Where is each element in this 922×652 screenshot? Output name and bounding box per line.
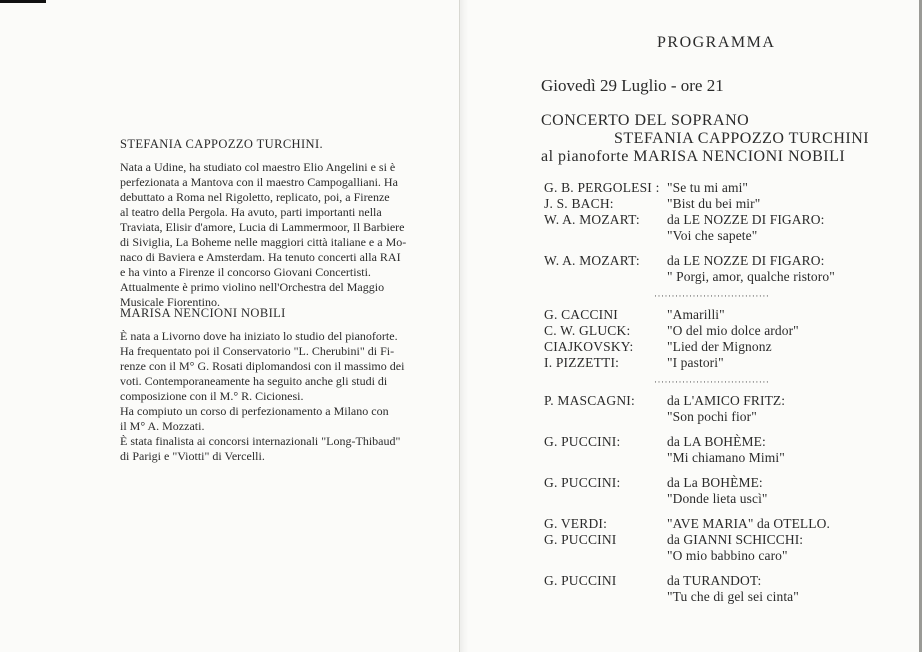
program-item [544,355,904,371]
composer: G. PUCCINI [544,532,617,547]
biography-heading: MARISA NENCIONI NOBILI [120,306,286,320]
program-item [544,393,904,425]
composer: G. PUCCINI [544,573,617,588]
program-item [544,180,904,196]
separator-dots: ································· [654,291,770,301]
work: "Se tu mi ami" [667,180,749,195]
composer: J. S. BACH: [544,196,614,211]
composer: G. B. PERGOLESI : [544,180,660,195]
work: "Amarilli" [667,307,725,322]
concert-title-line: CONCERTO DEL SOPRANO [541,112,750,129]
work: "I pastori" [667,355,724,370]
work: da LA BOHÈME: "Mi chiamano Mimi" [667,434,785,465]
program-item [544,516,904,532]
program-item [544,253,904,285]
corner-mark [0,0,46,3]
concert-title-line: STEFANIA CAPPOZZO TURCHINI [614,130,870,147]
composer: C. W. GLUCK: [544,323,631,338]
biography-pianist [120,306,440,464]
program-item [544,196,904,212]
composer: P. MASCAGNI: [544,393,635,408]
composer: G. PUCCINI: [544,434,621,449]
biography-text: Nata a Udine, ha studiato col maestro Elio Angelini e si è perfezionata a Mantova con il maestro Campogalliani. Ha debuttato a Roma nel Rigoletto, replicato, poi, a Firenze al teatro della Pergola. Ha avuto, parti importanti nella Traviata, Elisir d'amore, Lucia di Lammermoor, Il Barbiere di Siviglia, La Boheme nelle maggiori città italiane e a Mo- naco di Baviera e Amsterdam. Ha tenuto concerti alla RAI e ha vinto a Firenze il concorso Giovani Concertisti. Attualmente è primo violino nell'Orchestra del Maggio Musicale Fiorentino. [120,160,407,309]
program-list [544,180,904,605]
work: "O del mio dolce ardor" [667,323,799,338]
program-item [544,212,904,244]
concert-title-line: al pianoforte MARISA NENCIONI NOBILI [541,148,846,165]
biography-text: È nata a Livorno dove ha iniziato lo studio del pianoforte. Ha frequentato poi il Conservatorio "L. Cherubini" di Fi- renze con il M° G. Rosati diplomandosi con il massimo dei voti. Contemporaneamente ha seguito anche gli studi di composizione con il M.° R. Cicionesi. Ha compiuto un corso di perfezionamento a Milano con il M° A. Mozzati. È stata finalista ai concorsi internazionali "Long-Thibaud" di Parigi e "Viotti" di Vercelli. [120,329,405,463]
fold-shadow [460,0,468,652]
biography-soprano [120,137,440,310]
composer: G. VERDI: [544,516,608,531]
work: da TURANDOT: "Tu che di gel sei cinta" [667,573,799,604]
work: da LE NOZZE DI FIGARO: " Porgi, amor, qualche ristoro" [667,253,835,284]
composer: I. PIZZETTI: [544,355,620,370]
work: da GIANNI SCHICCHI: "O mio babbino caro" [667,532,804,563]
program-item [544,434,904,466]
program-item [544,475,904,507]
work: da La BOHÈME: "Donde lieta uscì" [667,475,768,506]
work: da L'AMICO FRITZ: "Son pochi fior" [667,393,786,424]
separator-dots: ································· [654,377,770,387]
concert-title [541,112,869,166]
work: da LE NOZZE DI FIGARO: "Voi che sapete" [667,212,825,243]
program-title: PROGRAMMA [657,34,776,51]
program-item [544,573,904,605]
work: "Bist du bei mir" [667,196,761,211]
work: "AVE MARIA" da OTELLO. [667,516,830,531]
work: "Lied der Mignonz [667,339,772,354]
program-item [544,339,904,355]
composer: G. CACCINI [544,307,619,322]
composer: W. A. MOZART: [544,253,640,268]
composer: W. A. MOZART: [544,212,640,227]
composer: CIAJKOVSKY: [544,339,634,354]
composer: G. PUCCINI: [544,475,621,490]
biography-heading: STEFANIA CAPPOZZO TURCHINI. [120,137,324,151]
concert-date: Giovedì 29 Luglio - ore 21 [541,76,724,95]
program-item [544,323,904,339]
program-item [544,307,904,323]
program-item [544,532,904,564]
